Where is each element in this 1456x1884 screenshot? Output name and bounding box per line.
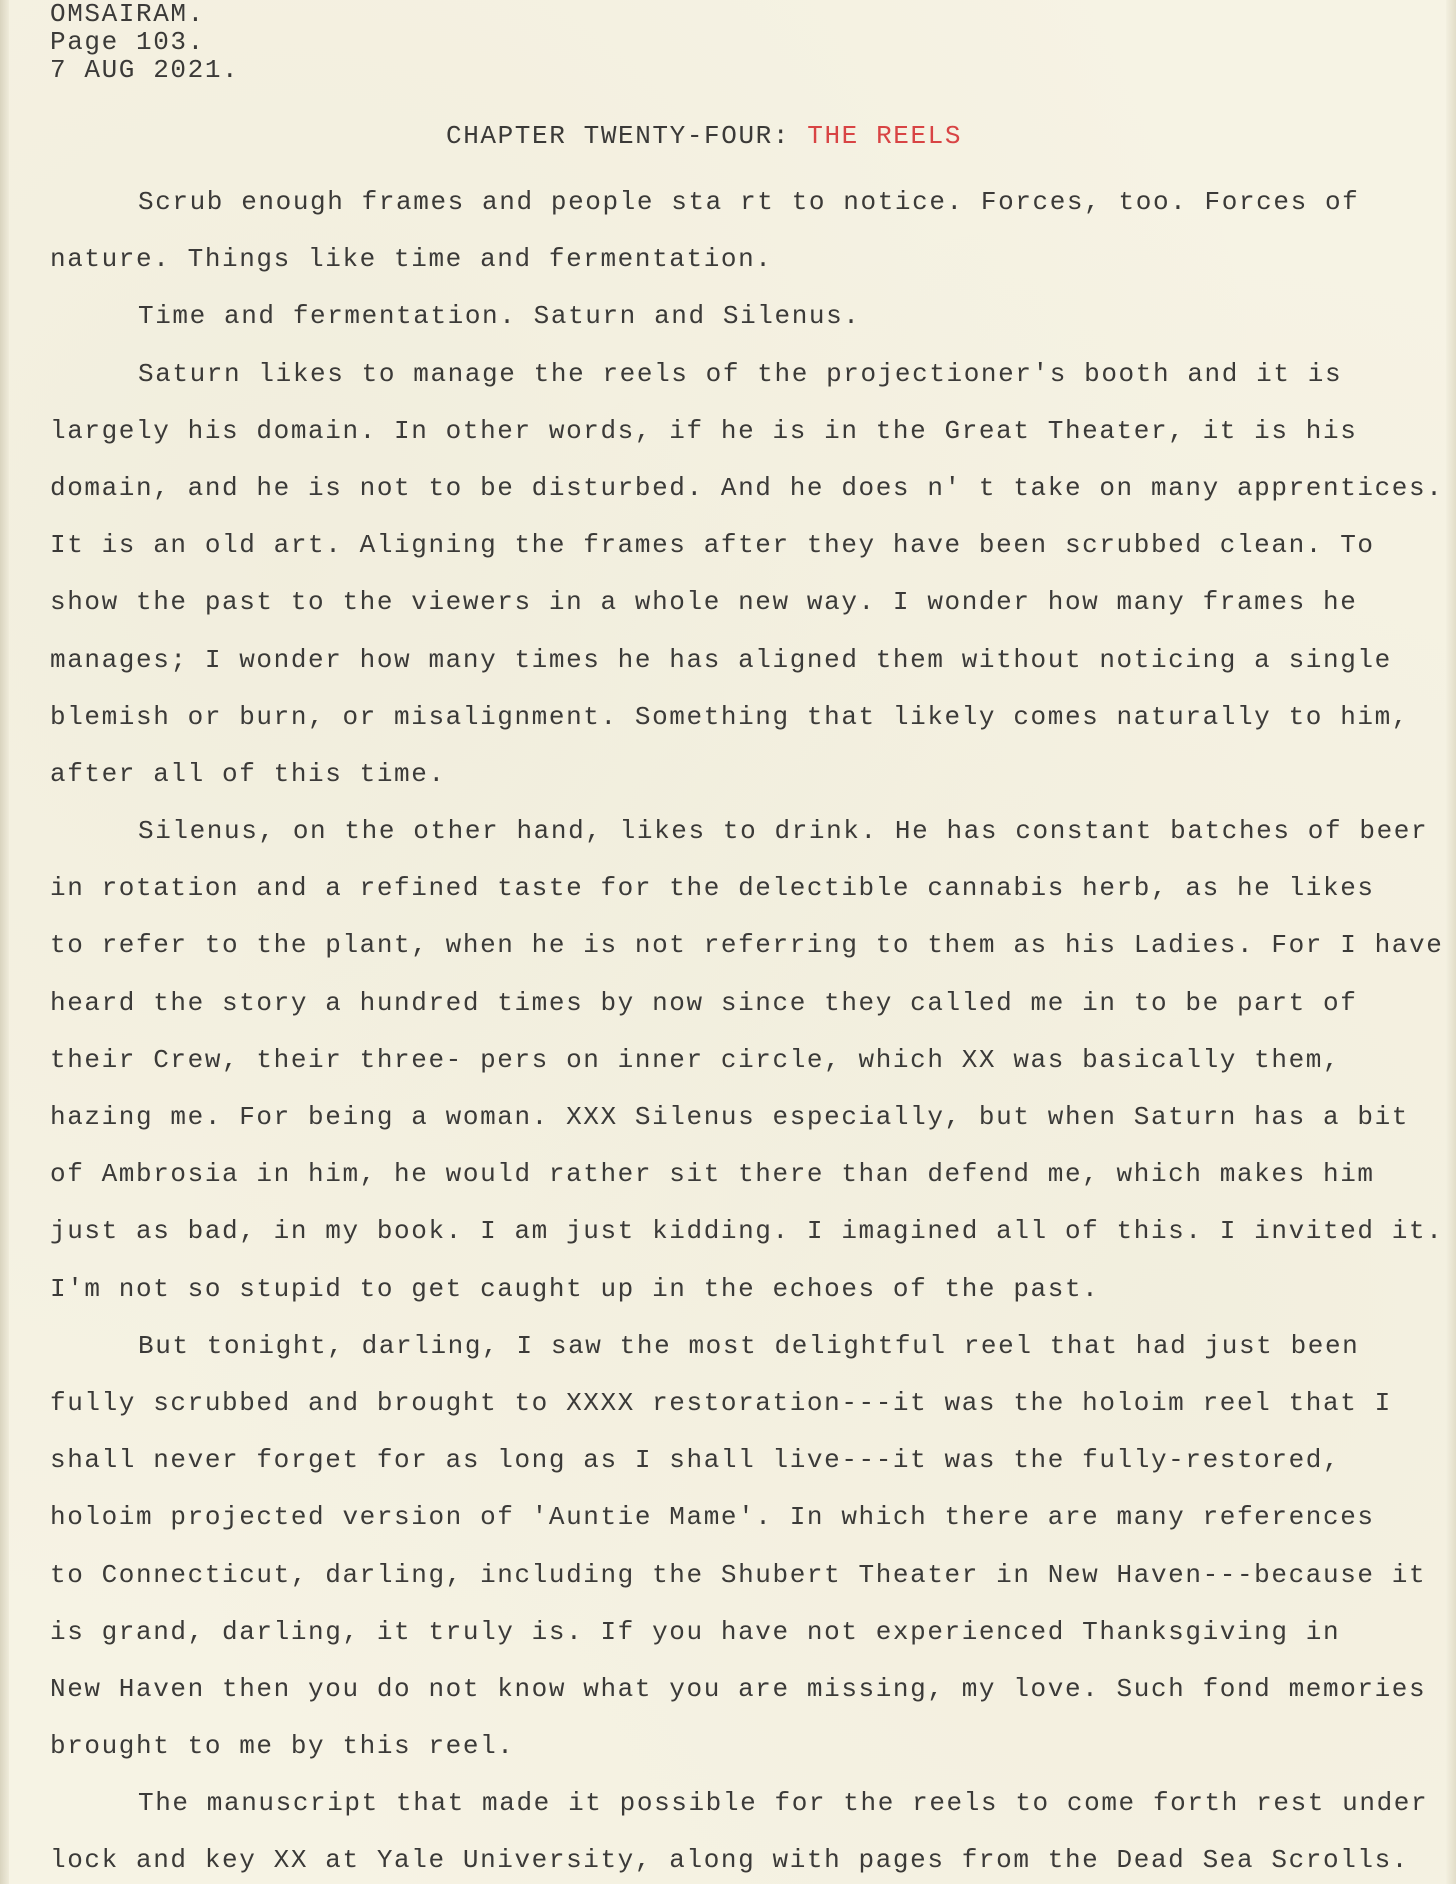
text-line: to Connecticut, darling, including the Shubert Theater in New Haven---because it — [50, 1559, 1427, 1590]
text-line: holoim projected version of 'Auntie Mame'. In which there are many references — [50, 1502, 1375, 1533]
text-line: blemish or burn, or misalignment. Something that likely comes naturally to him, — [50, 701, 1409, 732]
text-line: hazing me. For being a woman. XXX Silenus especially, but when Saturn has a bit — [50, 1102, 1409, 1132]
text-line: in rotation and a refined taste for the delectible cannabis herb, as he likes — [50, 873, 1375, 904]
text-line: heard the story a hundred times by now since they called me in to be part of — [50, 987, 1358, 1018]
text-line: shall never forget for as long as I shall live---it was the fully-restored, — [50, 1445, 1341, 1476]
text-line: after all of this time. — [50, 758, 446, 789]
text-line: is grand, darling, it truly is. If you have not experienced Thanksgiving in — [50, 1616, 1341, 1647]
text-line: New Haven then you do not know what you are missing, my love. Such fond memories — [50, 1673, 1427, 1704]
text-line: nature. Things like time and fermentation. — [50, 244, 773, 275]
text-line: But tonight, darling, I saw the most delightful reel that had just been — [138, 1330, 1360, 1361]
text-line: lock and key XX at Yale University, along with pages from the Dead Sea Scrolls. — [50, 1845, 1409, 1876]
text-line: Scrub enough frames and people sta rt to notice. Forces, too. Forces of — [138, 187, 1360, 217]
page-header — [50, 0, 239, 84]
header-line-date: 7 AUG 2021. — [50, 55, 240, 85]
text-line: show the past to the viewers in a whole new way. I wonder how many frames he — [50, 587, 1358, 618]
text-line: The manuscript that made it possible for the reels to come forth rest under — [138, 1788, 1429, 1819]
text-line: domain, and he is not to be disturbed. And he does n' t take on many apprentices. — [50, 472, 1444, 503]
text-line: I'm not so stupid to get caught up in the echoes of the past. — [50, 1273, 1100, 1304]
text-line: their Crew, their three- pers on inner circle, which XX was basically them, — [50, 1044, 1341, 1075]
text-line: of Ambrosia in him, he would rather sit there than defend me, which makes him — [50, 1159, 1375, 1190]
text-line: brought to me by this reel. — [50, 1731, 515, 1762]
body-text — [50, 174, 1444, 1884]
text-line: manages; I wonder how many times he has aligned them without noticing a single — [50, 644, 1392, 675]
chapter-heading — [446, 120, 962, 152]
text-line: Saturn likes to manage the reels of the projectioner's booth and it is — [138, 358, 1343, 389]
header-line-omsairam: OMSAIRAM. — [50, 0, 205, 29]
text-line: to refer to the plant, when he is not referring to them as his Ladies. For I have — [50, 930, 1444, 961]
text-line: largely his domain. In other words, if he is in the Great Theater, it is his — [50, 415, 1358, 446]
text-line: Silenus, on the other hand, likes to drink. He has constant batches of beer — [138, 816, 1429, 847]
text-line: It is an old art. Aligning the frames after they have been scrubbed clean. To — [50, 530, 1375, 561]
chapter-title: THE REELS — [807, 121, 963, 151]
chapter-number: CHAPTER TWENTY-FOUR: — [446, 121, 808, 151]
text-line: Time and fermentation. Saturn and Silenus. — [138, 301, 861, 332]
text-line: just as bad, in my book. I am just kidding. I imagined all of this. I invited it. — [50, 1216, 1444, 1247]
text-line: fully scrubbed and brought to XXXX restoration---it was the holoim reel that I — [50, 1387, 1392, 1418]
header-line-page-number: Page 103. — [50, 27, 205, 57]
scan-edge-right — [1446, 0, 1456, 1884]
scan-edge-left — [0, 0, 9, 1884]
